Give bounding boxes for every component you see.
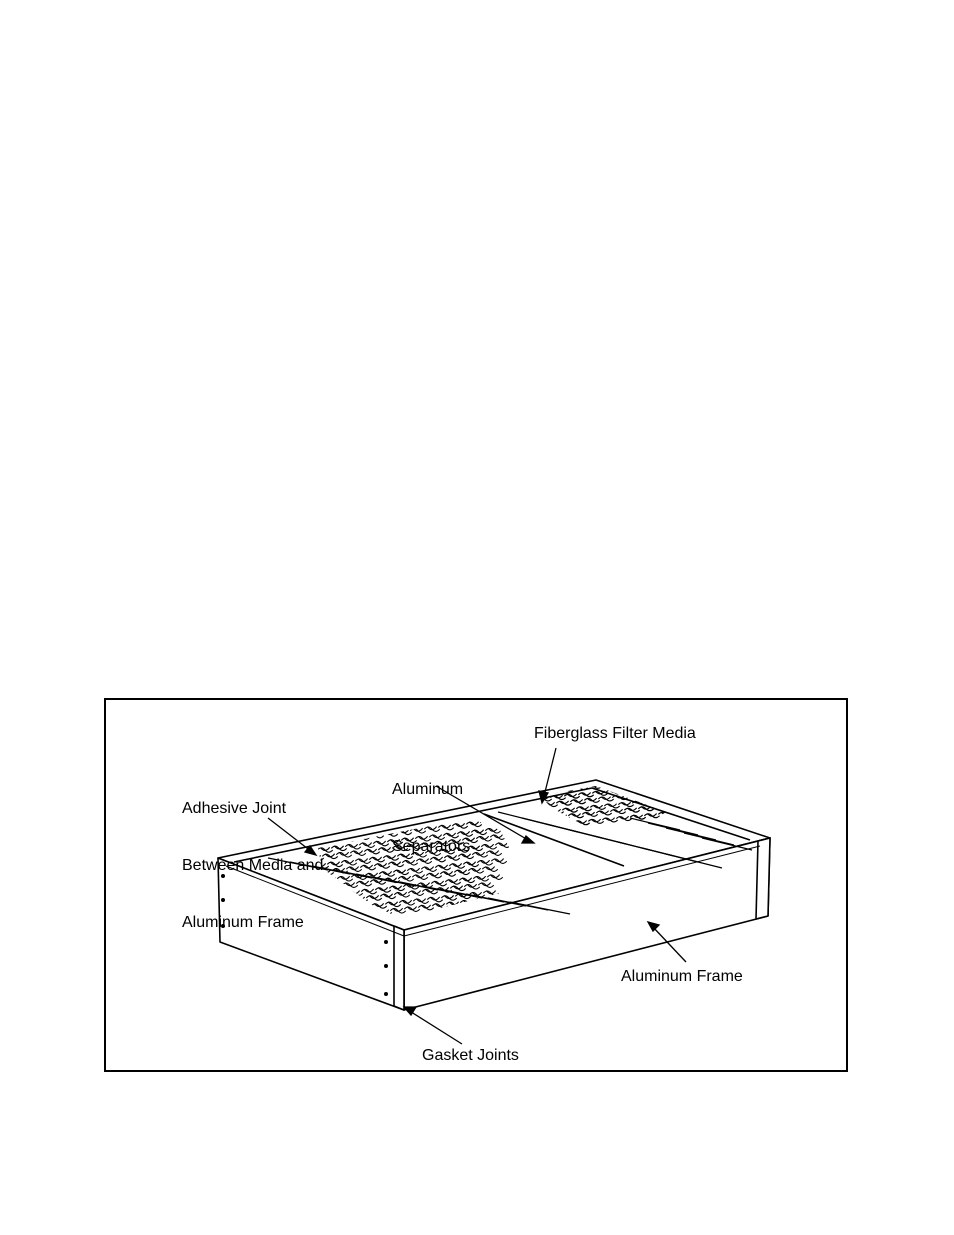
label-aluminum-separators-line2: Separators	[392, 838, 471, 855]
leader-gasket	[408, 1010, 462, 1044]
mesh-cell	[532, 825, 547, 829]
mesh-cell	[548, 810, 563, 814]
mesh-cell	[617, 781, 626, 784]
mesh-cell	[655, 805, 664, 808]
mesh-cell	[531, 804, 540, 807]
label-gasket-joints: Gasket Joints	[422, 1047, 519, 1064]
separator-line	[684, 833, 734, 845]
rivet-dot	[384, 992, 388, 996]
mesh-cell	[360, 905, 369, 908]
label-adhesive-joint-line2: Between Media and	[182, 857, 324, 874]
mesh-cell	[560, 822, 575, 826]
rivet-dot	[384, 964, 388, 968]
mesh-cell	[376, 910, 391, 914]
mesh-cell	[651, 785, 660, 788]
mesh-cell	[333, 893, 348, 897]
label-adhesive-joint	[182, 761, 323, 951]
mesh-cell	[648, 786, 663, 790]
mesh-cell	[357, 905, 372, 909]
mesh-cell	[614, 782, 629, 786]
mesh-cell	[322, 894, 331, 897]
mesh-cell	[631, 780, 640, 783]
mesh-cell	[474, 899, 489, 903]
mesh-cell	[665, 784, 674, 787]
mesh-cell	[628, 780, 643, 784]
mesh-cell	[379, 910, 388, 913]
mesh-cell	[543, 816, 552, 819]
label-fiberglass-filter-media: Fiberglass Filter Media	[534, 725, 696, 742]
mesh-cell	[589, 784, 598, 787]
label-adhesive-joint-line3: Aluminum Frame	[182, 914, 304, 931]
separator-line	[630, 818, 680, 830]
mesh-cell	[659, 777, 668, 780]
mesh-cell	[654, 791, 669, 795]
mesh-cell	[554, 815, 569, 819]
mesh-cell	[350, 891, 359, 894]
mesh-cell	[643, 792, 652, 795]
mesh-cell	[477, 899, 486, 902]
mesh-cell	[460, 901, 475, 905]
mesh-cell	[365, 911, 374, 914]
mesh-cell	[341, 899, 350, 902]
mesh-cell	[336, 892, 345, 895]
mesh-cell	[323, 878, 338, 882]
mesh-cell	[355, 897, 364, 900]
mesh-cells	[526, 777, 677, 829]
mesh-cell	[662, 784, 677, 788]
mesh-cell	[480, 821, 495, 825]
mesh-cell	[540, 817, 555, 821]
mesh-cell	[328, 885, 343, 889]
mesh-cell	[575, 785, 584, 788]
mesh-cell	[656, 777, 671, 781]
mesh-cell	[609, 790, 618, 793]
right-frame-strip	[756, 838, 770, 919]
mesh-cell	[657, 791, 666, 794]
mesh-cell	[535, 825, 544, 828]
mesh-cell	[537, 811, 546, 814]
mesh-cell	[483, 820, 492, 823]
mesh-cell	[331, 884, 340, 887]
rivet-dot	[384, 940, 388, 944]
label-aluminum-frame: Aluminum Frame	[621, 968, 743, 985]
mesh-cell	[326, 878, 335, 881]
label-adhesive-joint-line1: Adhesive Joint	[182, 800, 287, 817]
mesh-cell	[347, 891, 362, 895]
label-aluminum-separators-line1: Aluminum	[392, 781, 464, 798]
mesh-cell	[557, 815, 566, 818]
gasket-strip	[394, 926, 404, 1010]
label-aluminum-separators	[392, 742, 470, 875]
mesh-cell	[642, 779, 657, 783]
mesh-cell	[528, 804, 543, 808]
mesh-cell	[338, 899, 353, 903]
mesh-cell	[572, 786, 587, 790]
mesh-cell	[634, 787, 649, 791]
mesh-cell	[645, 778, 654, 781]
separator-line	[666, 828, 716, 840]
mesh-cell	[352, 897, 367, 901]
mesh-cell	[637, 787, 646, 790]
mesh-cell	[663, 798, 672, 801]
mesh-cell	[534, 811, 549, 815]
separator-line	[648, 823, 698, 835]
mesh-cell	[551, 809, 560, 812]
mesh-cell	[563, 822, 572, 825]
